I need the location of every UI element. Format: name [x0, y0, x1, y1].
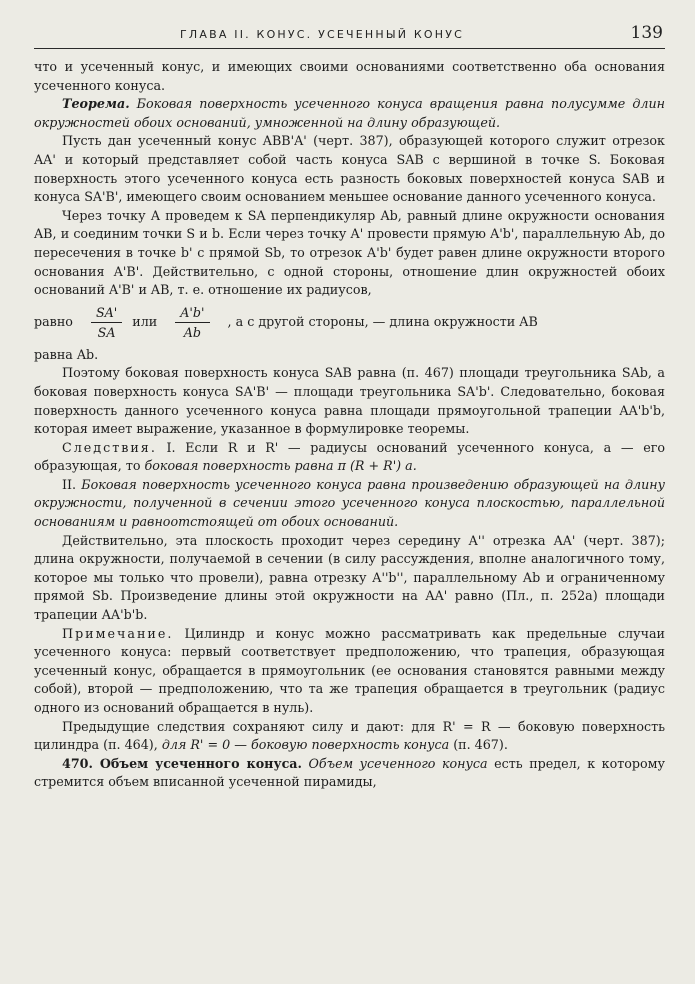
section-number: 470.: [62, 755, 93, 771]
section-title: Объем усеченного конуса.: [92, 755, 302, 771]
fraction-2-numerator: A'b': [175, 304, 209, 323]
fraction-2: [175, 304, 209, 341]
formula-or: или: [132, 314, 158, 330]
theorem-paragraph: [34, 95, 665, 132]
formula-suffix: , а с другой стороны, — длина окружности AB: [227, 314, 538, 330]
fraction-1-denominator: SA: [97, 325, 116, 341]
corollary-1-text: I. Если R и R' — радиусы оснований усеченного конуса, a — его образующая, то: [34, 439, 665, 474]
corollary-label: Следствия.: [62, 439, 157, 455]
note-text: Цилиндр и конус можно рассматривать как предельные случаи усеченного конуса: первый соответствует предположению, что трапеция, образующая усеченный конус, обращается в прямоугольник (ее основания становятся равными между собой), второй — предположению, что та же трапеция обращается в треугольник (радиус одного из оснований обращается в нуль).: [34, 625, 665, 715]
theorem-label: Теорема.: [62, 96, 130, 112]
chapter-title: ГЛАВА II. КОНУС. УСЕЧЕННЫЙ КОНУС: [180, 28, 464, 41]
section-term: Объем усеченного конуса: [301, 755, 488, 771]
paragraph-conclusion: Поэтому боковая поверхность конуса SAB равна (п. 467) площади треугольника SAb, а боковая поверхность конуса SA'B' — площади треугольника SA'b'. Следовательно, боковая поверхность данного усеченного конуса равна площади прямоугольной трапеции AA'b'b, которая имеет выражение, указанное в формулировке теоремы.: [34, 365, 665, 437]
paragraph-continuation: что и усеченный конус, и имеющих своими основаниями соответственно оба основания усеченного конуса.: [34, 59, 665, 93]
section-text: есть предел, к которому стремится объем вписанной усеченной пирамиды,: [34, 755, 666, 790]
note-label: Примечание.: [62, 625, 174, 641]
corollary-1-formula: боковая поверхность равна π (R + R') a.: [144, 458, 417, 474]
limits-text-b: для R' = 0 — боковую поверхность конуса: [161, 737, 450, 753]
corollary-2: [34, 476, 665, 532]
page-body: [34, 58, 665, 792]
formula-prefix: равно: [34, 314, 73, 330]
note-paragraph: [34, 625, 665, 718]
section-470: [34, 755, 665, 792]
formula-line: [34, 300, 665, 346]
corollary-2-number: II.: [62, 476, 82, 492]
running-header: [34, 18, 665, 49]
fraction-2-denominator: Ab: [183, 325, 202, 341]
corollary-2-text: Боковая поверхность усеченного конуса равна произведению образующей на длину окружности, полученной в сечении этого усеченного конуса плоскостью, параллельной основаниям и равноотстоящей от обоих оснований.: [34, 476, 666, 530]
paragraph-construction: Через точку A проведем к SA перпендикуляр Ab, равный длине окружности основания AB, и соединим точки S и b. Если через точку A' провести прямую A'b', параллельную Ab, до пересечения в точке b' с прямой Sb, то отрезок A'b' будет равен длине окружности второго основания A'B'. Действительно, с одной стороны, отношение длин окружностей обоих оснований A'B' и AB, т. е. отношение их радиусов,: [34, 207, 665, 298]
limits-text-c: (п. 467).: [449, 737, 508, 753]
limits-text-a: Предыдущие следствия сохраняют силу и дают: для R' = R — боковую поверхность цилиндра (п. 464),: [34, 718, 665, 753]
theorem-statement: Боковая поверхность усеченного конуса вращения равна полусумме длин окружностей обоих оснований, умноженной на длину образующей.: [34, 96, 665, 130]
corollary-1: [34, 439, 665, 476]
paragraph-equality: равна Ab.: [34, 346, 99, 362]
paragraph-proof: Действительно, эта плоскость проходит через середину A'' отрезка AA' (черт. 387); длина окружности, получаемой в сечении (в силу рассуждения, вполне аналогичного тому, которое мы только что провели), равна отрезку A''b'', параллельному Ab и ограниченному прямой Sb. Произведение длины этой окружности на AA' равно (Пл., п. 252a) площади трапеции AA'b'b.: [34, 532, 665, 623]
fraction-1: [91, 304, 122, 341]
paragraph-setup: Пусть дан усеченный конус ABB'A' (черт. 387), образующей которого служит отрезок AA' и который представляет собой часть конуса SAB с вершиной в точке S. Боковая поверхность этого усеченного конуса есть разность боковых поверхностей конуса SAB и конуса SA'B', имеющего своим основанием меньшее основание данного усеченного конуса.: [34, 133, 665, 205]
fraction-1-numerator: SA': [91, 304, 122, 323]
page-number: 139: [630, 23, 663, 43]
paragraph-limits: [34, 718, 665, 755]
